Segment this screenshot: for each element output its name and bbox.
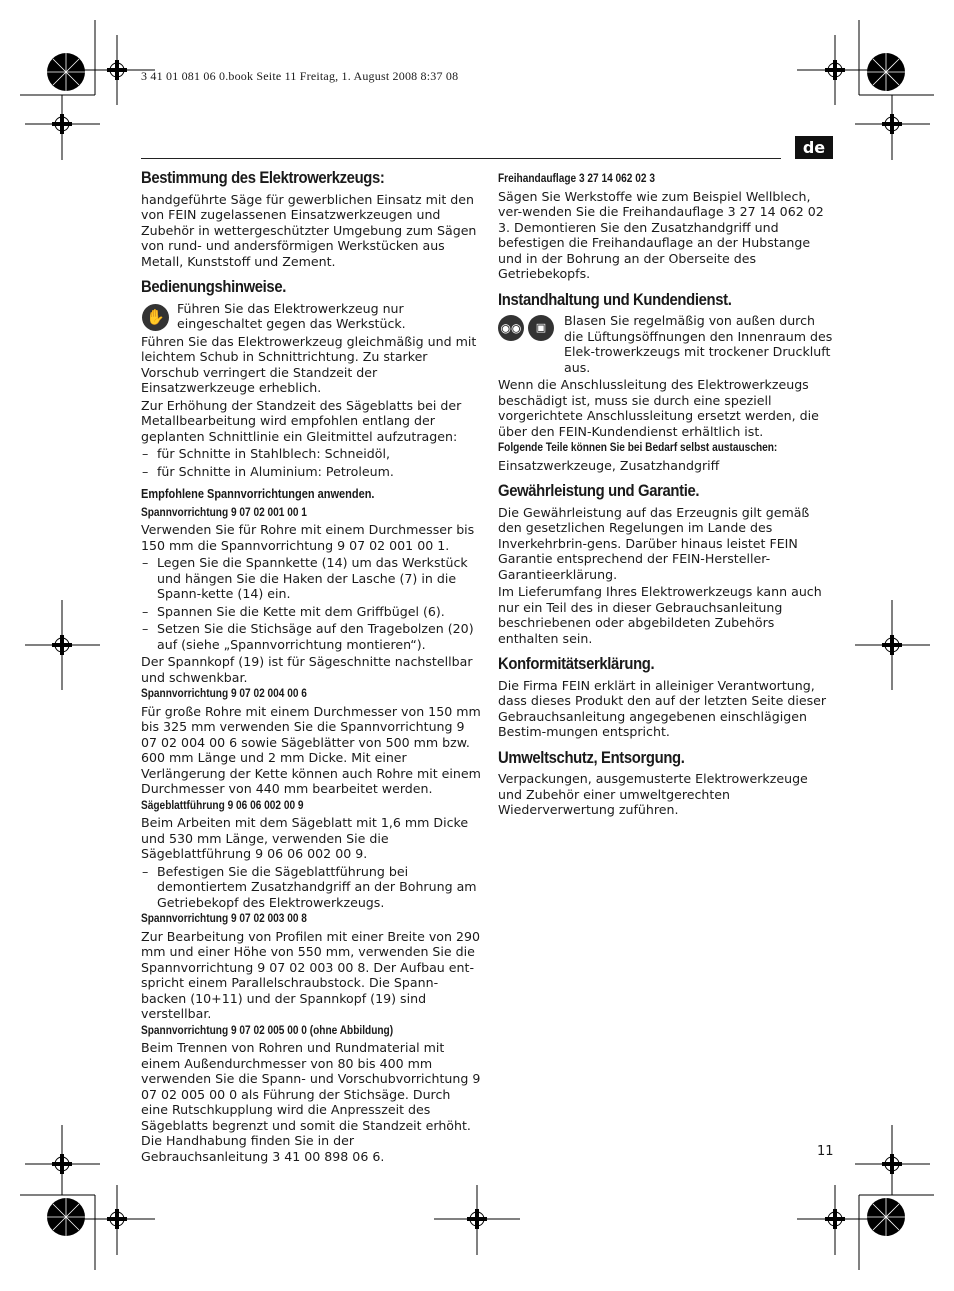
- list-item: – Befestigen Sie die Sägeblattführung bei demontiertem Zusatzhandgriff an der Bohrung am Getriebekopf des Elektrowerkzeugs.: [141, 864, 481, 911]
- page-number: 11: [817, 1144, 834, 1159]
- paragraph: handgeführte Säge für gewerblichen Einsatz mit den von FEIN zugelassenen Einsatzwerkzeugen und Zubehör in wettergeschützter Umgebung zum Sägen von rund- und andersförmigen Werkstücken aus Metall, Kunststoff und Zement.: [141, 191, 477, 269]
- paragraph: Führen Sie das Elektrowerkzeug nur eingeschaltet gegen das Werkstück.: [177, 300, 406, 331]
- list-item: – Legen Sie die Spannkette (14) um das Werkstück und hängen Sie die Haken der Lasche (7) in die Spann-kette (14) ein.: [141, 555, 481, 602]
- item-title: Spannvorrichtung 9 07 02 001 00 1: [141, 506, 307, 519]
- paragraph: Verwenden Sie für Rohre mit einem Durchmesser bis 150 mm die Spannvorrichtung 9 07 02 001 00 1.: [141, 522, 475, 553]
- subsection-title: Empfohlene Spannvorrichtungen anwenden.: [141, 487, 375, 501]
- list-item: – Setzen Sie die Stichsäge auf den Tragebolzen (20) auf (siehe „Spannvorrichtung montieren“).: [141, 621, 481, 652]
- icon-note: [141, 301, 481, 334]
- item-title: Freihandauflage 3 27 14 062 02 3: [498, 173, 655, 185]
- item-title: Spannvorrichtung 9 07 02 005 00 0 (ohne Abbildung): [141, 1024, 394, 1037]
- language-tab: de: [795, 136, 833, 159]
- paragraph: Die Gewährleistung auf das Erzeugnis gilt gemäß den gesetzlichen Regelungen im Lande des Inverkehrbrin-gens. Darüber hinaus leistet FEIN Garantie entsprechend der FEIN-Hersteller-Garantieerklärung.: [498, 504, 810, 582]
- paragraph: Verpackungen, ausgemusterte Elektrowerkzeuge und Zubehör einer umweltgerechten Wiederverwertung zuführen.: [498, 771, 808, 817]
- paragraph: Wenn die Anschlussleitung des Elektrowerkzeugs beschädigt ist, muss sie durch eine speziell vorgerichtete Anschlussleitung ersetzt werden, die über den FEIN-Kundendienst erhältlich ist.: [498, 377, 819, 439]
- right-column: [498, 171, 834, 820]
- header-rule: [141, 158, 781, 159]
- list-item: – für Schnitte in Aluminium: Petroleum.: [141, 464, 481, 480]
- item-title: Folgende Teile können Sie bei Bedarf selbst austauschen:: [498, 442, 778, 454]
- paragraph: Einsatzwerkzeuge, Zusatzhandgriff: [498, 457, 720, 473]
- paragraph: Beim Arbeiten mit dem Sägeblatt mit 1,6 mm Dicke und 530 mm Länge, verwenden Sie die Sägeblattführung 9 06 06 002 00 9.: [141, 815, 469, 861]
- list-item: – für Schnitte in Stahlblech: Schneidöl,: [141, 446, 481, 462]
- paragraph: Blasen Sie regelmäßig von außen durch die Lüftungsöffnungen den Innenraum des Elek-trowerkzeugs mit trockener Druckluft aus.: [564, 313, 833, 375]
- item-title: Sägeblattführung 9 06 06 002 00 9: [141, 799, 304, 812]
- goggles-icon: ◉◉: [498, 315, 524, 341]
- book-line: 3 41 01 081 06 0.book Seite 11 Freitag, 1. August 2008 8:37 08: [141, 69, 459, 83]
- list-item: – Spannen Sie die Kette mit dem Griffbügel (6).: [141, 604, 481, 620]
- hand-icon: ✋: [142, 304, 169, 331]
- section-title: Gewährleistung und Garantie.: [498, 482, 700, 500]
- paragraph: Die Firma FEIN erklärt in alleiniger Verantwortung, dass dieses Produkt den auf der letzten Seite dieser Gebrauchsanleitung angegebenen einschlägigen Bestim-mungen entspricht.: [498, 677, 827, 739]
- section-title: Instandhaltung und Kundendienst.: [498, 290, 732, 309]
- compressed-air-icon: ▣: [528, 315, 554, 341]
- paragraph: Sägen Sie Werkstoffe wie zum Beispiel Wellblech, ver-wenden Sie die Freihandauflage 3 27 14 062 02 3. Demontieren Sie den Zusatzhandgriff und befestigen die Freihandauflage an der Hubstange und in der Bohrung an der Oberseite des Getriebekopfs.: [498, 188, 824, 281]
- paragraph: Der Spannkopf (19) ist für Sägeschnitte nachstellbar und schwenkbar.: [141, 654, 473, 685]
- paragraph: Führen Sie das Elektrowerkzeug gleichmäßig und mit leichtem Schub in Schnittrichtung. Zu starker Vorschub verringert die Standzeit der Einsatzwerkzeuge erheblich.: [141, 333, 477, 395]
- bullet-list: [141, 555, 481, 652]
- paragraph: Zur Erhöhung der Standzeit des Sägeblatts bei der Metallbearbeitung wird empfohlen entlang der geplanten Schnittlinie ein Gleitmittel aufzutragen:: [141, 397, 462, 444]
- paragraph: Im Lieferumfang Ihres Elektrowerkzeugs kann auch nur ein Teil des in dieser Gebrauchsanleitung beschriebenen oder abgebildeten Zubehörs enthalten sein.: [498, 584, 822, 646]
- bullet-list: [141, 446, 481, 479]
- section-title: Bestimmung des Elektrowerkzeugs:: [141, 169, 385, 187]
- paragraph: Für große Rohre mit einem Durchmesser von 150 mm bis 325 mm verwenden Sie die Spannvorrichtung 9 07 02 004 00 6 sowie Sägeblätter von 500 mm bzw. 600 mm Länge und 2 mm Dicke. Mit einer Verlängerung der Kette können auch Rohre mit einem Durchmesser von 440 mm bearbeitet werden.: [141, 703, 481, 796]
- section-title: Konformitätserklärung.: [498, 655, 655, 673]
- section-title: Bedienungshinweise.: [141, 278, 286, 296]
- item-title: Spannvorrichtung 9 07 02 004 00 6: [141, 688, 307, 700]
- left-column: [141, 171, 481, 1166]
- icon-note: [498, 313, 834, 377]
- paragraph: Beim Trennen von Rohren und Rundmaterial mit einem Außendurchmesser von 80 bis 400 mm verwenden Sie die Spann- und Vorschubvorrichtung 9 07 02 005 00 0 als Führung der Stichsäge. Durch eine Rutschkupplung wird die Anpresszeit des Sägeblatts begrenzt und somit die Standzeit erhöht. Die Handhabung finden Sie in der Gebrauchsanleitung 3 41 00 898 06 6.: [141, 1040, 481, 1164]
- paragraph: Zur Bearbeitung von Profilen mit einer Breite von 290 mm und einer Höhe von 550 mm, verwenden Sie die Spannvorrichtung 9 07 02 003 00 8. Der Aufbau ent-spricht einem Parallelschraubstock. Die Spann-backen (10+11) und der Spannkopf (19) sind verstellbar.: [141, 928, 481, 1021]
- section-title: Umweltschutz, Entsorgung.: [498, 748, 685, 767]
- bullet-list: [141, 864, 481, 911]
- item-title: Spannvorrichtung 9 07 02 003 00 8: [141, 913, 307, 925]
